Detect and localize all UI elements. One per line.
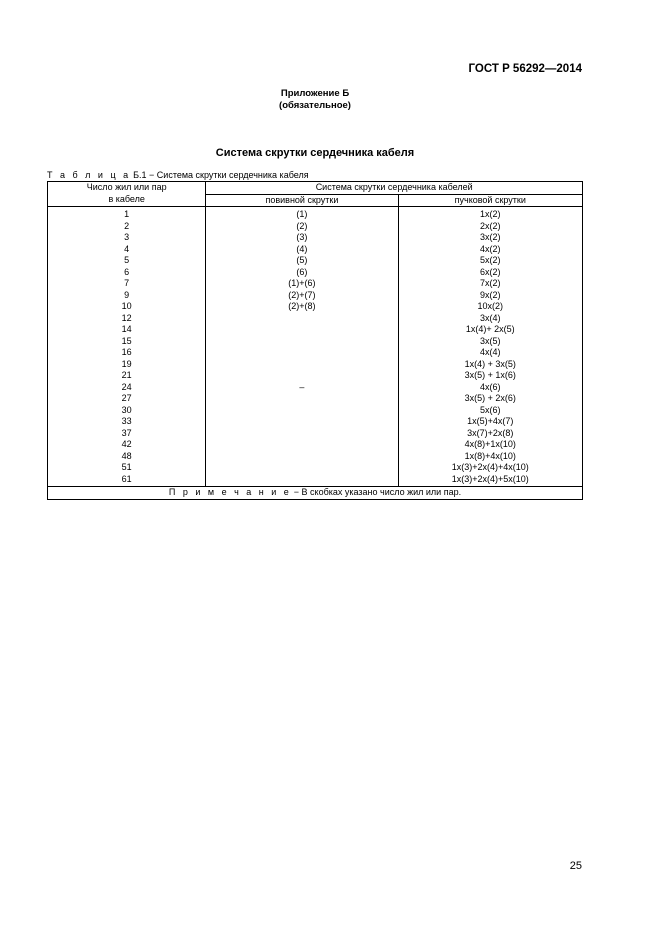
cell-bundle: 1x(5)+4x(7) — [398, 416, 582, 428]
table-row — [48, 290, 583, 302]
table-row — [48, 244, 583, 256]
table-row — [48, 301, 583, 313]
cell-count: 42 — [48, 439, 206, 451]
cell-bundle: 5x(2) — [398, 255, 582, 267]
table-row — [48, 255, 583, 267]
cell-bundle: 1x(3)+2x(4)+5x(10) — [398, 474, 582, 487]
cell-twist — [206, 474, 398, 487]
cell-bundle: 5x(6) — [398, 405, 582, 417]
header-count-line2: в кабеле — [108, 193, 145, 204]
cell-bundle: 1x(4)+ 2x(5) — [398, 324, 582, 336]
cell-twist: (1)+(6) — [206, 278, 398, 290]
cell-twist: – — [206, 382, 398, 394]
table-row — [48, 232, 583, 244]
cell-count: 4 — [48, 244, 206, 256]
cell-bundle: 2x(2) — [398, 221, 582, 233]
cell-count: 21 — [48, 370, 206, 382]
cell-bundle: 1x(2) — [398, 207, 582, 221]
cell-twist — [206, 393, 398, 405]
table-caption — [47, 170, 309, 180]
header-count-line1: Число жил или пар — [86, 182, 167, 192]
cell-bundle: 3x(5) + 2x(6) — [398, 393, 582, 405]
table-row — [48, 439, 583, 451]
cell-twist: (3) — [206, 232, 398, 244]
table-caption-text: Б.1 − Система скрутки сердечника кабеля — [133, 170, 309, 180]
table-row — [48, 393, 583, 405]
table-caption-prefix: Т а б л и ц а — [47, 170, 131, 180]
cell-twist — [206, 347, 398, 359]
table-row — [48, 462, 583, 474]
cell-bundle: 1x(8)+4x(10) — [398, 451, 582, 463]
note-text: − В скобках указано число жил или пар. — [291, 487, 462, 497]
cell-bundle: 9x(2) — [398, 290, 582, 302]
annex-status: (обязательное) — [279, 100, 351, 111]
table-row — [48, 347, 583, 359]
cell-bundle: 7x(2) — [398, 278, 582, 290]
cell-count: 10 — [48, 301, 206, 313]
cell-bundle: 4x(4) — [398, 347, 582, 359]
cell-bundle: 3x(4) — [398, 313, 582, 325]
table-row — [48, 313, 583, 325]
cell-bundle: 4x(8)+1x(10) — [398, 439, 582, 451]
core-stranding-table — [47, 181, 583, 500]
cell-count: 9 — [48, 290, 206, 302]
table-row — [48, 451, 583, 463]
cell-bundle: 10x(2) — [398, 301, 582, 313]
table-body — [48, 207, 583, 487]
cell-bundle: 3x(5) + 1x(6) — [398, 370, 582, 382]
page-number: 25 — [569, 860, 582, 872]
cell-count: 7 — [48, 278, 206, 290]
table-row — [48, 474, 583, 487]
cell-twist: (2) — [206, 221, 398, 233]
cell-bundle: 3x(5) — [398, 336, 582, 348]
annex-title: Приложение Б — [280, 88, 350, 99]
table-row — [48, 207, 583, 221]
cell-count: 5 — [48, 255, 206, 267]
cell-twist: (5) — [206, 255, 398, 267]
note-prefix: П р и м е ч а н и е — [168, 487, 292, 497]
cell-count: 3 — [48, 232, 206, 244]
cell-count: 1 — [48, 207, 206, 221]
cell-twist — [206, 428, 398, 440]
cell-count: 16 — [48, 347, 206, 359]
cell-count: 37 — [48, 428, 206, 440]
cell-count: 30 — [48, 405, 206, 417]
cell-twist — [206, 451, 398, 463]
cell-count: 61 — [48, 474, 206, 487]
cell-bundle: 4x(2) — [398, 244, 582, 256]
cell-twist — [206, 370, 398, 382]
cell-twist — [206, 324, 398, 336]
table-row — [48, 267, 583, 279]
cell-count: 51 — [48, 462, 206, 474]
cell-twist — [206, 405, 398, 417]
header-bundle: пучковой скрутки — [398, 194, 582, 207]
cell-bundle: 4x(6) — [398, 382, 582, 394]
cell-bundle: 1x(4) + 3x(5) — [398, 359, 582, 371]
cell-twist — [206, 359, 398, 371]
header-count — [48, 182, 206, 207]
table-row — [48, 382, 583, 394]
cell-count: 6 — [48, 267, 206, 279]
table-row — [48, 278, 583, 290]
cell-count: 24 — [48, 382, 206, 394]
section-title: Система скрутки сердечника кабеля — [215, 147, 415, 159]
table-row — [48, 416, 583, 428]
cell-count: 14 — [48, 324, 206, 336]
cell-count: 19 — [48, 359, 206, 371]
cell-bundle: 1x(3)+2x(4)+4x(10) — [398, 462, 582, 474]
cell-count: 15 — [48, 336, 206, 348]
standard-number: ГОСТ Р 56292—2014 — [468, 63, 582, 75]
header-group: Система скрутки сердечника кабелей — [206, 182, 583, 195]
cell-twist — [206, 439, 398, 451]
cell-twist: (2)+(8) — [206, 301, 398, 313]
cell-count: 27 — [48, 393, 206, 405]
table-row — [48, 221, 583, 233]
cell-twist — [206, 313, 398, 325]
cell-twist: (2)+(7) — [206, 290, 398, 302]
annex-heading — [0, 88, 630, 112]
cell-twist: (1) — [206, 207, 398, 221]
table-note — [48, 487, 583, 500]
cell-twist: (6) — [206, 267, 398, 279]
table-row — [48, 336, 583, 348]
cell-count: 48 — [48, 451, 206, 463]
table-row — [48, 428, 583, 440]
cell-bundle: 6x(2) — [398, 267, 582, 279]
cell-bundle: 3x(2) — [398, 232, 582, 244]
cell-count: 33 — [48, 416, 206, 428]
cell-count: 12 — [48, 313, 206, 325]
cell-twist — [206, 336, 398, 348]
header-twist: повивной скрутки — [206, 194, 398, 207]
cell-twist — [206, 462, 398, 474]
cell-twist: (4) — [206, 244, 398, 256]
cell-bundle: 3x(7)+2x(8) — [398, 428, 582, 440]
cell-twist — [206, 416, 398, 428]
table-row — [48, 324, 583, 336]
cell-count: 2 — [48, 221, 206, 233]
table-row — [48, 405, 583, 417]
table-row — [48, 370, 583, 382]
table-row — [48, 359, 583, 371]
